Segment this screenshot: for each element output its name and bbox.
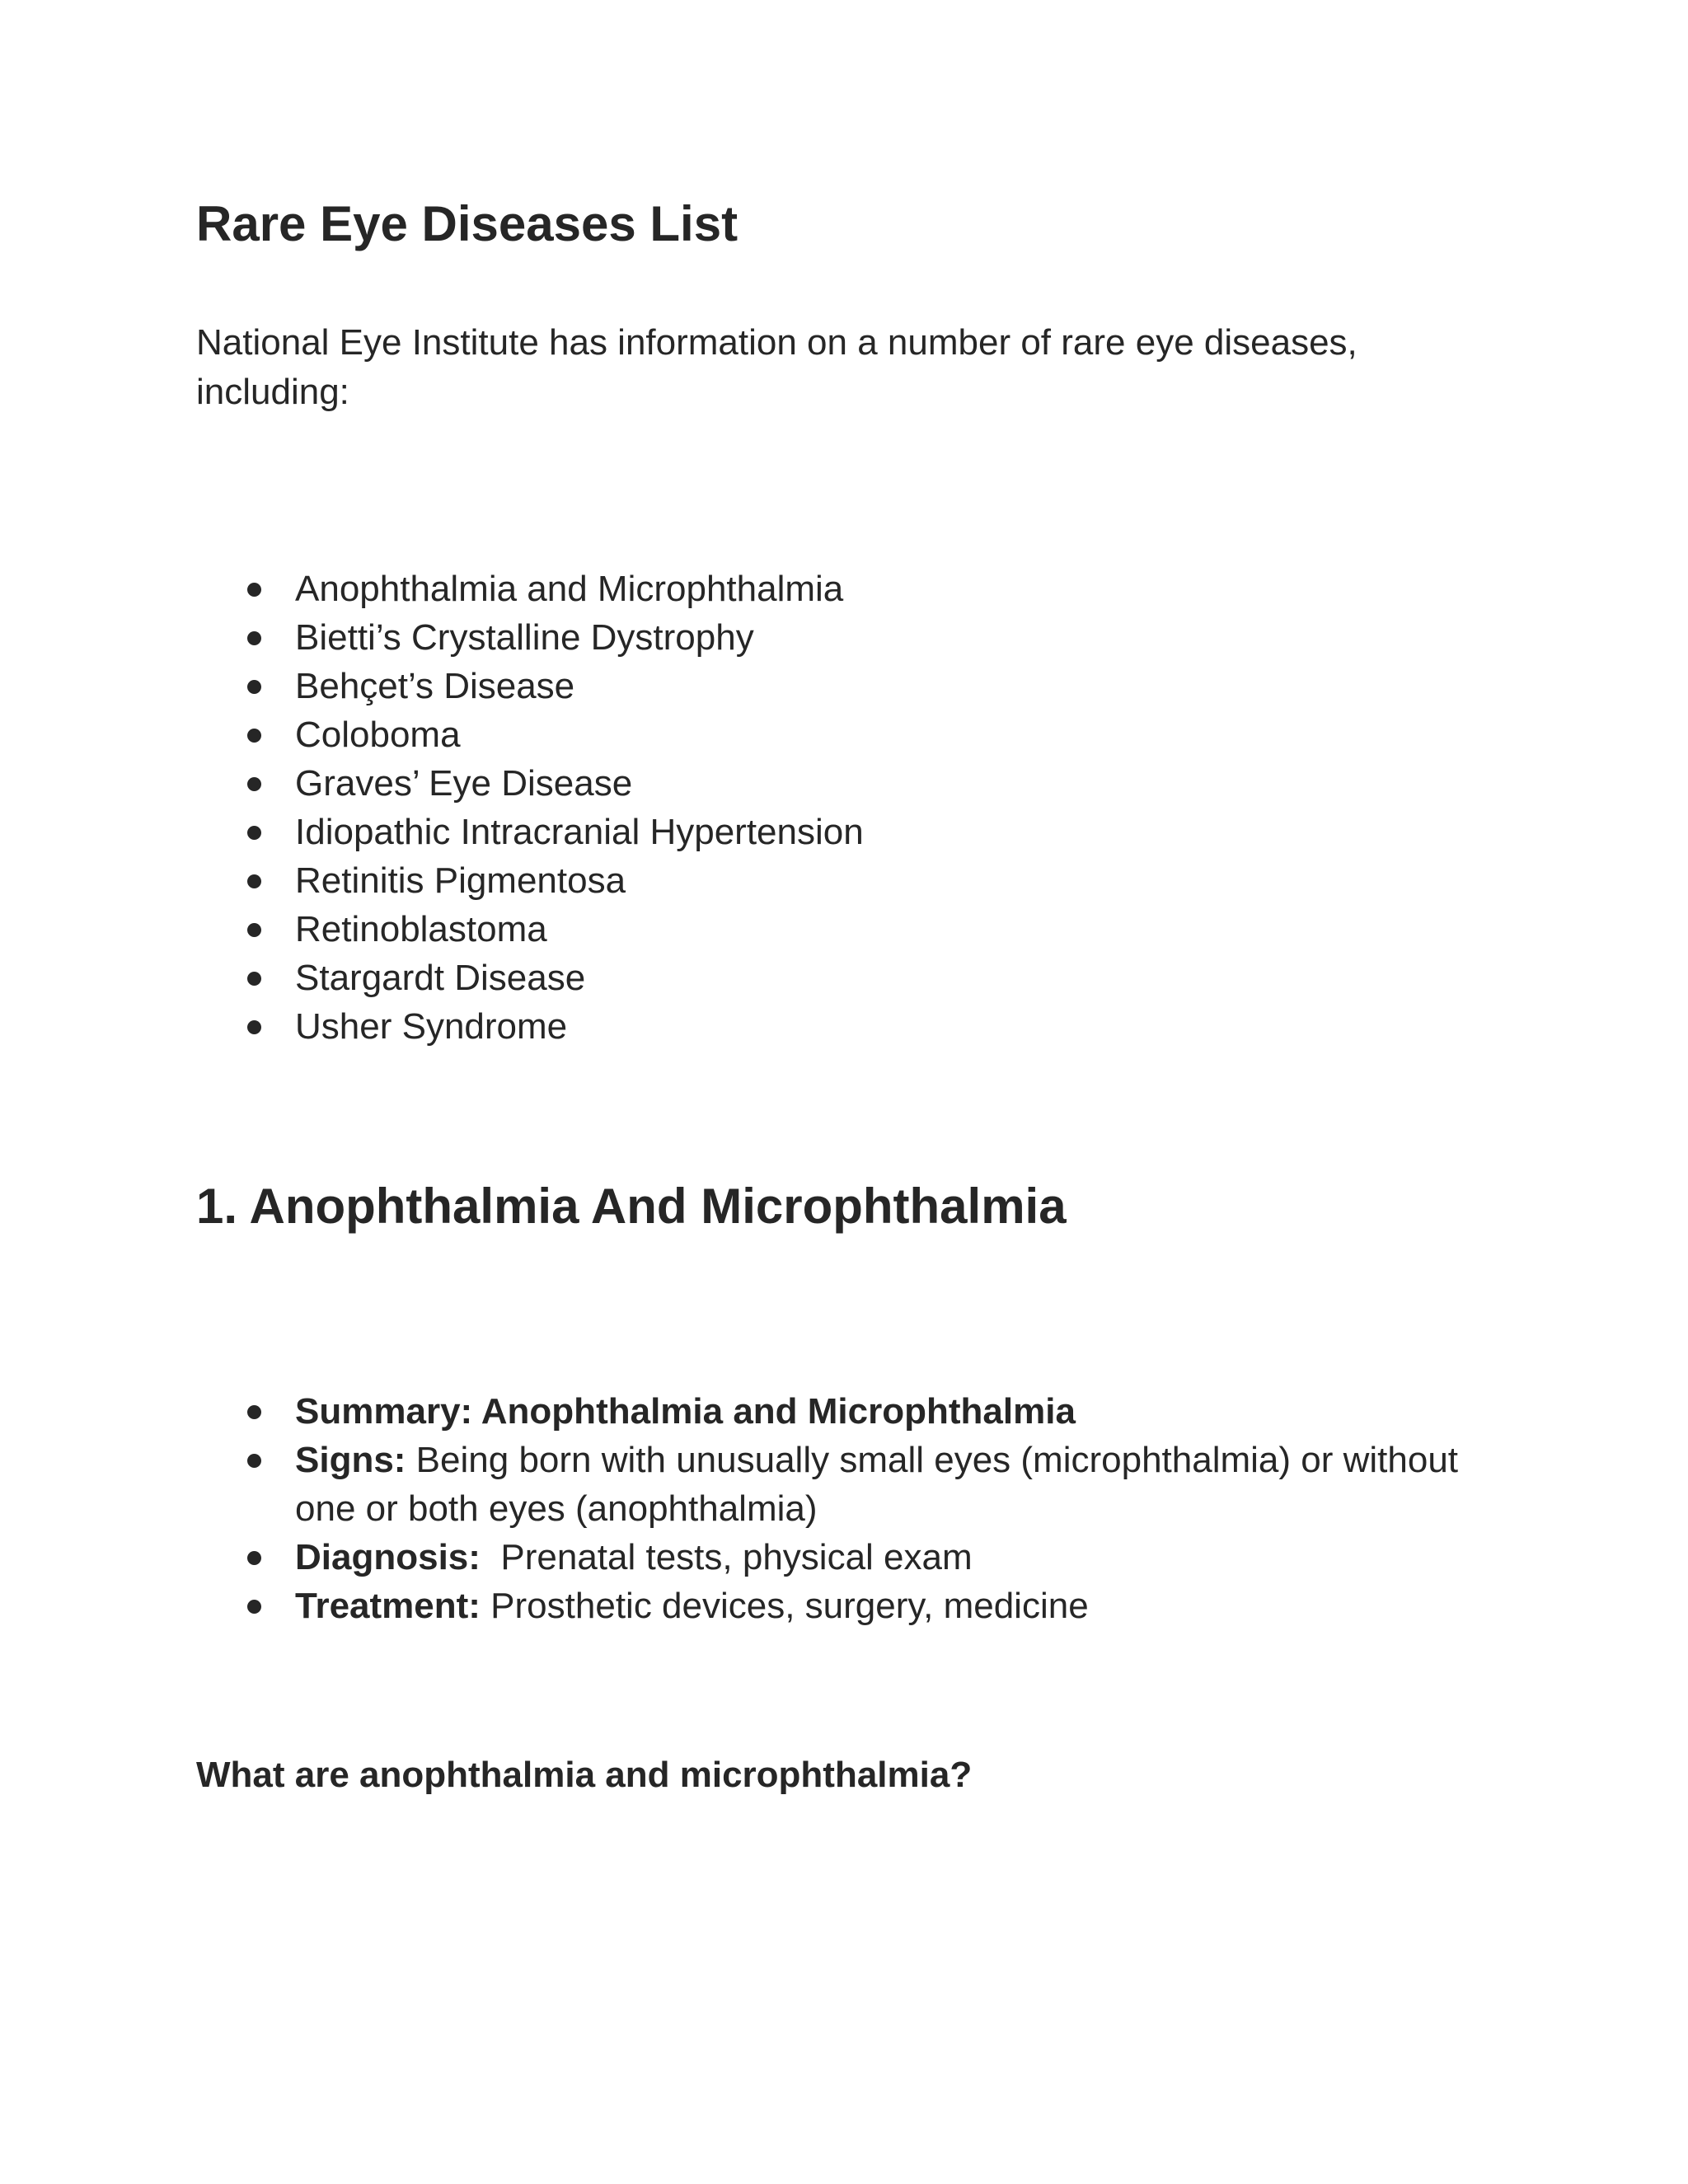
bullet-icon [247, 1600, 261, 1614]
fact-text: Prenatal tests, physical exam [480, 1537, 973, 1577]
list-item [196, 662, 1482, 710]
bullet-icon [247, 826, 261, 840]
list-item [196, 856, 1482, 905]
list-item-text: Stargardt Disease [295, 958, 586, 998]
list-item [196, 1002, 1482, 1051]
list-item [196, 905, 1482, 954]
fact-summary [196, 1387, 1482, 1436]
bullet-icon [247, 631, 261, 645]
bullet-icon [247, 777, 261, 791]
bullet-icon [247, 729, 261, 743]
section-subheading: What are anophthalmia and microphthalmia? [196, 1755, 973, 1795]
fact-label: Signs: [295, 1440, 406, 1480]
intro-paragraph: National Eye Institute has information on a number of rare eye diseases, including: [196, 322, 1357, 412]
fact-label: Treatment: [295, 1586, 481, 1626]
list-item-text: Retinitis Pigmentosa [295, 860, 626, 901]
bullet-icon [247, 972, 261, 986]
list-item [196, 759, 1482, 808]
list-item [196, 808, 1482, 856]
list-item-text: Anophthalmia and Microphthalmia [295, 569, 844, 609]
section-heading: 1. Anophthalmia And Microphthalmia [196, 1179, 1067, 1234]
bullet-icon [247, 583, 261, 597]
disease-facts-list [196, 1387, 1482, 1630]
list-item-text: Behçet’s Disease [295, 666, 575, 706]
bullet-icon [247, 680, 261, 694]
list-item-text: Graves’ Eye Disease [295, 763, 633, 804]
bullet-icon [247, 874, 261, 888]
bullet-icon [247, 1454, 261, 1468]
fact-label: Summary: Anophthalmia and Microphthalmia [295, 1391, 1076, 1432]
fact-text: Being born with unusually small eyes (microphthalmia) or without one or both eyes (anophthalmia) [295, 1440, 1459, 1529]
bullet-icon [247, 1020, 261, 1034]
fact-signs [196, 1436, 1482, 1533]
list-item-text: Retinoblastoma [295, 909, 547, 949]
disease-list [196, 565, 1482, 1051]
list-item-text: Coloboma [295, 715, 461, 755]
list-item [196, 565, 1482, 613]
list-item [196, 710, 1482, 759]
bullet-icon [247, 1405, 261, 1419]
list-item-text: Idiopathic Intracranial Hypertension [295, 812, 864, 852]
list-item [196, 613, 1482, 662]
fact-diagnosis [196, 1533, 1482, 1582]
fact-treatment [196, 1582, 1482, 1630]
list-item-text: Usher Syndrome [295, 1006, 568, 1047]
fact-text: Prosthetic devices, surgery, medicine [480, 1586, 1089, 1626]
list-item-text: Bietti’s Crystalline Dystrophy [295, 617, 754, 658]
bullet-icon [247, 923, 261, 937]
document-title: Rare Eye Diseases List [196, 196, 738, 251]
list-item [196, 954, 1482, 1002]
fact-label: Diagnosis: [295, 1537, 481, 1577]
bullet-icon [247, 1551, 261, 1565]
